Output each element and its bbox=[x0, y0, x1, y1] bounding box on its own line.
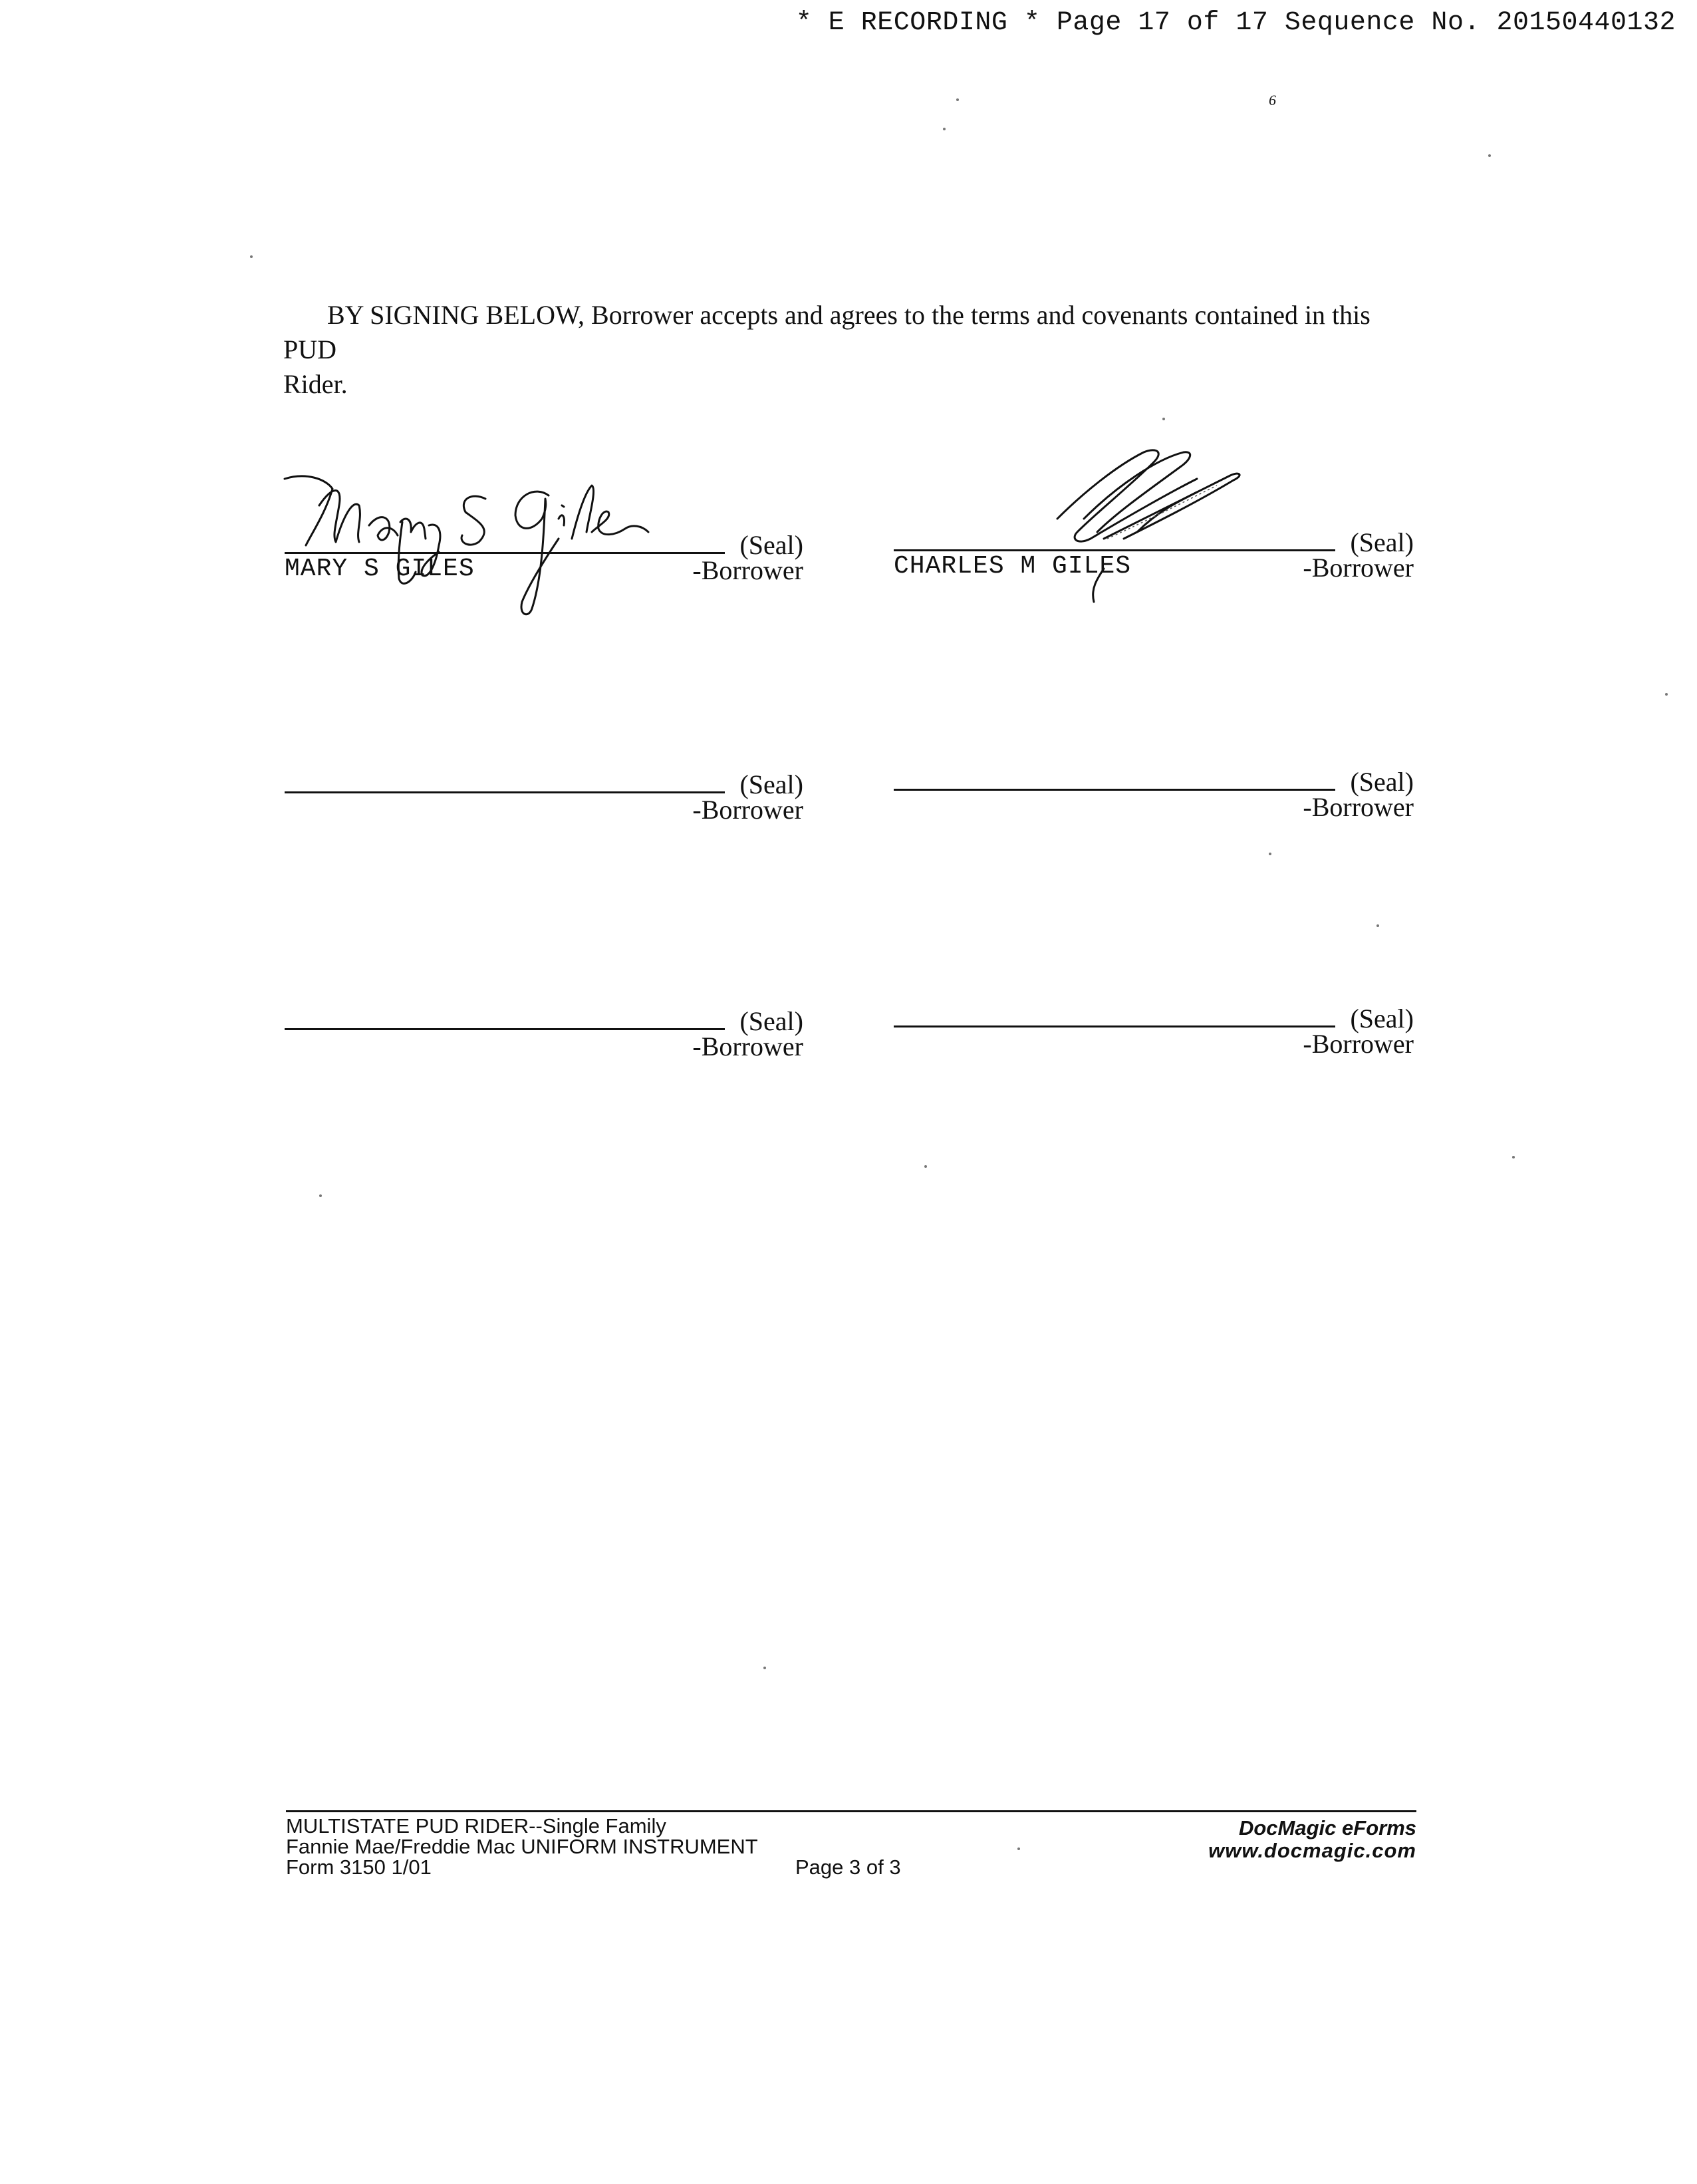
scan-speck bbox=[1512, 1156, 1515, 1159]
scan-speck bbox=[956, 98, 959, 101]
brand-name: DocMagic bbox=[1238, 1816, 1337, 1840]
borrower-name: MARY S GILES bbox=[285, 555, 475, 583]
borrower-role: -Borrower bbox=[1303, 1029, 1414, 1059]
signature-line bbox=[894, 549, 1335, 551]
scan-speck bbox=[1017, 1847, 1020, 1850]
signature-block-borrower-6 bbox=[894, 996, 1414, 1059]
signature-block-mary-giles bbox=[285, 523, 803, 583]
statement-line-1: BY SIGNING BELOW, Borrower accepts and agrees to the terms and covenants contained in this PUD bbox=[283, 300, 1371, 364]
form-title: MULTISTATE PUD RIDER--Single Family bbox=[286, 1814, 666, 1838]
scan-speck bbox=[924, 1165, 927, 1168]
signature-block-borrower-3 bbox=[285, 762, 803, 825]
borrower-role: -Borrower bbox=[692, 795, 803, 825]
scan-speck bbox=[1488, 154, 1491, 157]
scan-speck bbox=[763, 1667, 766, 1669]
borrower-name: CHARLES M GILES bbox=[894, 552, 1132, 581]
scan-speck bbox=[1665, 693, 1668, 696]
seal-label: (Seal) bbox=[739, 530, 803, 560]
signature-line bbox=[894, 1025, 1335, 1027]
seal-label: (Seal) bbox=[1350, 1004, 1414, 1033]
scan-speck bbox=[250, 255, 253, 258]
seal-label: (Seal) bbox=[739, 1006, 803, 1036]
statement-line-2: Rider. bbox=[283, 369, 348, 399]
brand-suffix: eForms bbox=[1342, 1816, 1416, 1840]
scan-speck bbox=[319, 1194, 322, 1197]
borrower-role: -Borrower bbox=[1303, 792, 1414, 822]
borrower-role: -Borrower bbox=[692, 1031, 803, 1061]
brand-logo bbox=[1170, 1817, 1416, 1840]
form-number: Form 3150 1/01 bbox=[286, 1855, 432, 1879]
signature-line bbox=[894, 789, 1335, 791]
signature-line bbox=[285, 791, 725, 793]
scan-speck bbox=[1376, 924, 1379, 927]
scan-speck bbox=[1269, 853, 1271, 855]
signature-line bbox=[285, 1028, 725, 1030]
borrower-role: -Borrower bbox=[692, 555, 803, 585]
stray-mark: 6 bbox=[1269, 92, 1276, 108]
signing-statement bbox=[283, 298, 1414, 402]
signature-block-charles-giles bbox=[894, 520, 1414, 583]
signature-block-borrower-5 bbox=[285, 999, 803, 1059]
recording-header: * E RECORDING * Page 17 of 17 Sequence No. 20150440132 bbox=[795, 8, 1676, 38]
signature-block-borrower-4 bbox=[894, 759, 1414, 822]
scan-speck bbox=[1162, 418, 1165, 420]
docmagic-branding bbox=[1170, 1817, 1416, 1862]
signature-line bbox=[285, 552, 725, 554]
scan-speck bbox=[943, 128, 946, 130]
footer-rule bbox=[286, 1810, 1416, 1812]
seal-label: (Seal) bbox=[1350, 527, 1414, 557]
seal-label: (Seal) bbox=[739, 769, 803, 799]
form-subtitle: Fannie Mae/Freddie Mac UNIFORM INSTRUMENT bbox=[286, 1835, 758, 1858]
page-number: Page 3 of 3 bbox=[795, 1855, 901, 1879]
borrower-role: -Borrower bbox=[1303, 553, 1414, 583]
seal-label: (Seal) bbox=[1350, 767, 1414, 797]
brand-url: www.docmagic.com bbox=[1208, 1839, 1416, 1862]
form-identification bbox=[286, 1816, 758, 1877]
